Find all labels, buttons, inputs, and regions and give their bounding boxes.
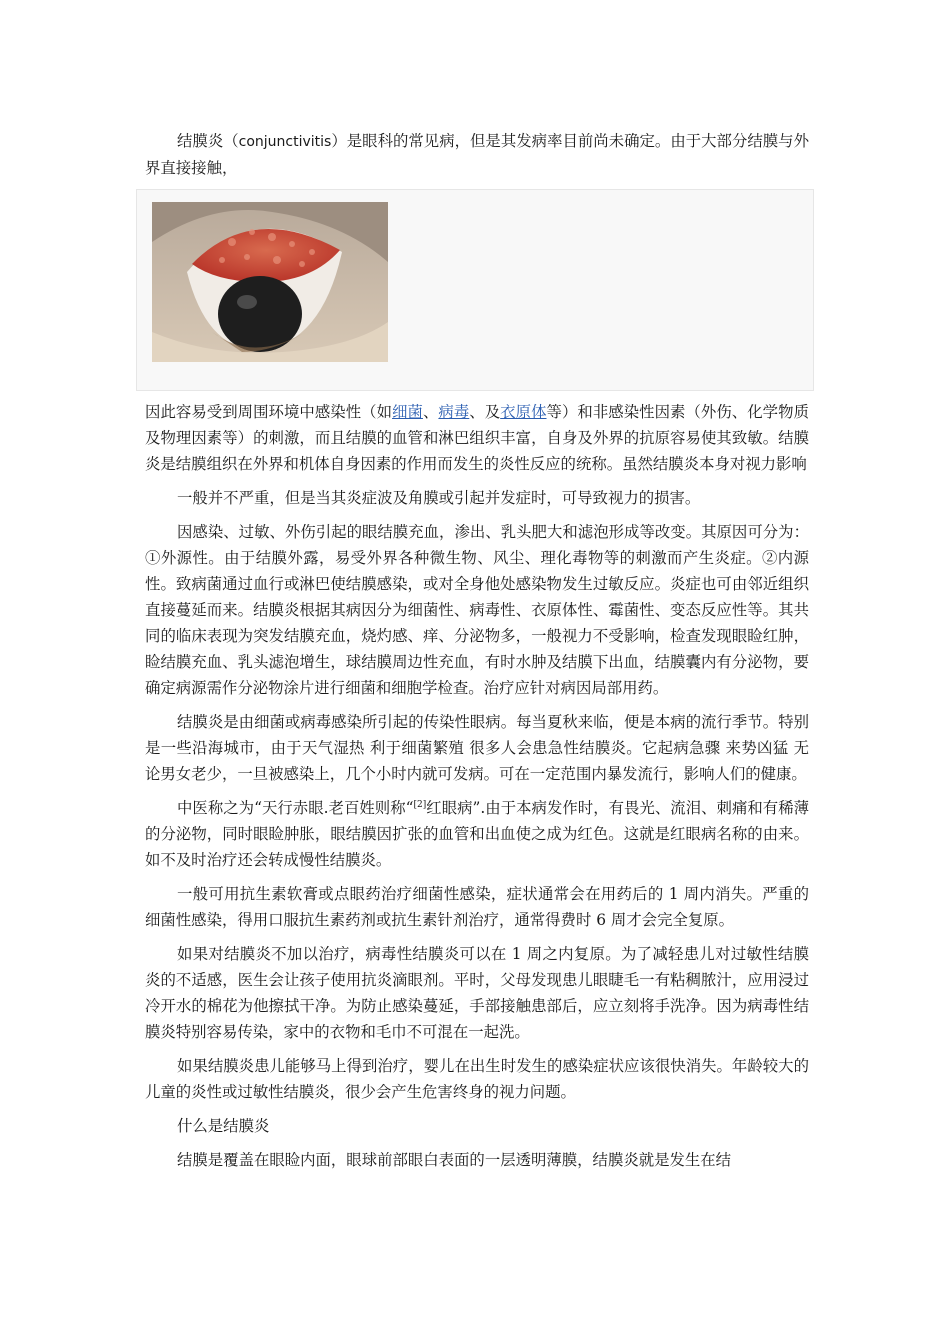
citation-2[interactable]: [2] (413, 800, 427, 810)
link-virus[interactable]: 病毒 (438, 403, 470, 421)
paragraph-antibiotics: 一般可用抗生素软膏或点眼药治疗细菌性感染，症状通常会在用药后的 1 周内消失。严重的细菌性感染，得用口服抗生素药剂或抗生素针剂治疗，通常得费时 6 周才会完全复原。 (145, 885, 809, 929)
paragraph-etiology: 因感染、过敏、外伤引起的眼结膜充血，渗出、乳头肥大和滤泡形成等改变。其原因可分为：①外源性。由于结膜外露，易受外界各种微生物、风尘、理化毒物等的刺激而产生炎症。②内源性。致病菌通过血行或淋巴使结膜感染，或对全身他处感染物发生过敏反应。炎症也可由邻近组织直接蔓延而来。结膜炎根据其病因分为细菌性、病毒性、衣原体性、霉菌性、变态反应性等。其共同的临床表现为突发结膜充血，烧灼感、痒、分泌物多，一般视力不受影响，检查发现眼睑红肿，睑结膜充血、乳头滤泡增生，球结膜周边性充血，有时水肿及结膜下出血，结膜囊内有分泌物，要确定病源需作分泌物涂片进行细菌和细胞学检查。治疗应针对病因局部用药。 (145, 523, 809, 697)
document-body (145, 128, 809, 1173)
link-bacteria[interactable]: 细菌 (392, 403, 423, 421)
section-heading-what-is: 什么是结膜炎 (177, 1117, 270, 1135)
paragraph-untreated: 如果对结膜炎不加以治疗，病毒性结膜炎可以在 1 周之内复原。为了减轻患儿对过敏性结膜炎的不适感，医生会让孩子使用抗炎滴眼剂。平时，父母发现患儿眼睫毛一有粘稠脓汁，应用浸过冷开水的棉花为他擦拭干净。为防止感染蔓延，手部接触患部后，应立刻将手洗净。因为病毒性结膜炎特别容易传染，家中的衣物和毛巾不可混在一起洗。 (145, 945, 809, 1041)
eye-illustration (152, 202, 388, 362)
paragraph-intro: 结膜炎（conjunctivitis）是眼科的常见病，但是其发病率目前尚未确定。由于大部分结膜与外界直接接触， (145, 132, 809, 177)
paragraph-epidemic: 结膜炎是由细菌或病毒感染所引起的传染性眼病。每当夏秋来临，便是本病的流行季节。特别是一些沿海城市，由于天气湿热 利于细菌繁殖 很多人会患急性结膜炎。它起病急骤 来势凶猛 无论男女老少，一旦被感染上，几个小时内就可发病。可在一定范围内暴发流行，影响人们的健康。 (145, 713, 809, 783)
term-conjunctivitis: conjunctivitis (238, 134, 332, 150)
paragraph-tcm: 中医称之为“天行赤眼.老百姓则称“[2]红眼病”.由于本病发作时，有畏光、流泪、刺痛和有稀薄的分泌物，同时眼睑肿胀，眼结膜因扩张的血管和出血使之成为红色。这就是红眼病名称的由来。如不及时治疗还会转成慢性结膜炎。 (145, 799, 809, 869)
paragraph-definition: 结膜是覆盖在眼睑内面，眼球前部眼白表面的一层透明薄膜，结膜炎就是发生在结 (177, 1151, 732, 1169)
paragraph-causes: 因此容易受到周围环境中感染性（如细菌、病毒、及衣原体等）和非感染性因素（外伤、化学物质及物理因素等）的刺激，而且结膜的血管和淋巴组织丰富，自身及外界的抗原容易使其致敏。结膜炎是结膜组织在外界和机体自身因素的作用而发生的炎性反应的统称。虽然结膜炎本身对视力影响 (145, 403, 809, 473)
paragraph-vision: 一般并不严重，但是当其炎症波及角膜或引起并发症时，可导致视力的损害。 (177, 489, 701, 507)
link-chlamydia[interactable]: 衣原体 (500, 403, 547, 421)
paragraph-prognosis: 如果结膜炎患儿能够马上得到治疗，婴儿在出生时发生的感染症状应该很快消失。年龄较大的儿童的炎性或过敏性结膜炎，很少会产生危害终身的视力问题。 (145, 1057, 809, 1101)
figure-frame (136, 189, 814, 391)
